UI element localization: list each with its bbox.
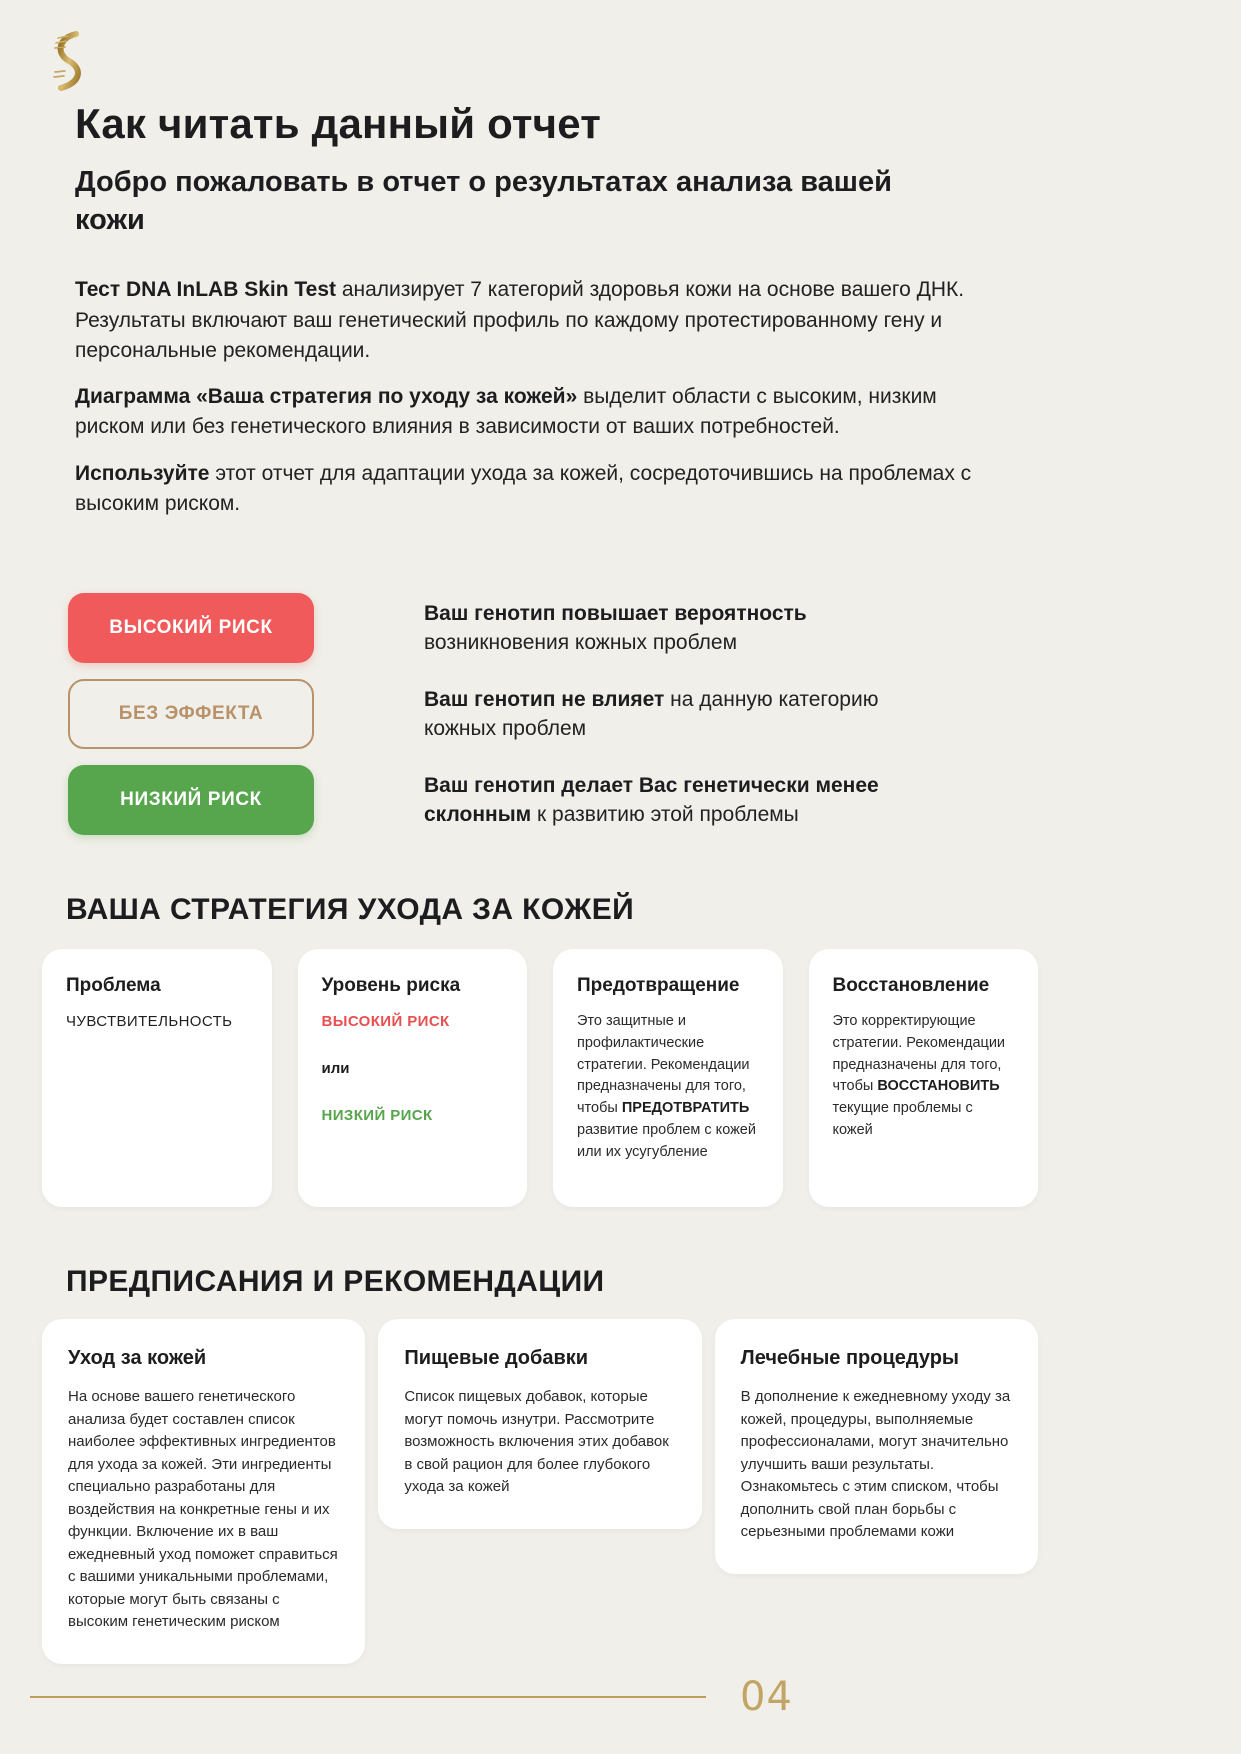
restoration-body-pre: Это корректирующие стратегии. Рекомендации предназначены для того, чтобы <box>832 1013 1006 1095</box>
no-effect-description-bold: Ваш генотип не влияет <box>424 687 665 711</box>
intro-paragraph-2-lead: Диаграмма «Ваша стратегия по уходу за кожей» <box>75 385 578 409</box>
prescriptions-section-title: ПРЕДПИСАНИЯ И РЕКОМЕНДАЦИИ <box>66 1265 605 1299</box>
prescription-card-skincare-body: На основе вашего генетического анализа будет составлен список наиболее эффективных ингредиентов для ухода за кожей. Эти ингредиенты специально разработаны для воздействия на конкретные гены и их функции. Включение их в ваш ежедневный уход поможет справиться с вашими уникальными проблемами, которые могут быть связаны с высоким генетическим риском <box>68 1388 338 1631</box>
prevention-body-bold: ПРЕДОТВРАТИТЬ <box>621 1100 750 1117</box>
intro-paragraph-3-text: этот отчет для адаптации ухода за кожей, сосредоточившись на проблемах с высоким риском. <box>75 461 972 515</box>
strategy-section <box>42 893 1199 1207</box>
strategy-card-problem-title: Проблема <box>66 975 161 997</box>
intro-paragraph-3-lead: Используйте <box>75 461 210 485</box>
prescription-card-supplements <box>378 1319 701 1529</box>
page-footer <box>0 1674 1241 1720</box>
strategy-card-problem <box>42 949 272 1207</box>
page-number: 04 <box>740 1674 793 1720</box>
legend-row-no-effect <box>68 679 1199 749</box>
prescription-card-treatments <box>715 1319 1038 1574</box>
strategy-card-prevention-title: Предотвращение <box>577 975 740 997</box>
restoration-body-post: текущие проблемы с кожей <box>832 1100 973 1138</box>
dna-helix-icon <box>46 30 88 92</box>
page-subtitle: Добро пожаловать в отчет о результатах анализа вашей кожи <box>75 166 892 236</box>
strategy-card-prevention <box>553 949 783 1207</box>
prescriptions-cards <box>42 1319 1038 1664</box>
low-risk-description-bold: Ваш генотип делает Вас генетически менее склонным <box>424 773 879 827</box>
low-risk-badge: НИЗКИЙ РИСК <box>68 765 314 835</box>
prescription-card-skincare-title: Уход за кожей <box>68 1347 207 1370</box>
risk-level-or-label: или <box>321 1060 350 1078</box>
high-risk-description <box>424 599 904 658</box>
problem-value: ЧУВСТВИТЕЛЬНОСТЬ <box>66 1013 233 1031</box>
prescriptions-section <box>42 1265 1199 1664</box>
prescription-card-skincare <box>42 1319 365 1664</box>
low-risk-description <box>424 771 904 830</box>
strategy-card-restoration <box>809 949 1039 1207</box>
intro-paragraph-1-lead: Тест DNA InLAB Skin Test <box>75 278 336 302</box>
high-risk-badge: ВЫСОКИЙ РИСК <box>68 593 314 663</box>
intro-paragraph-1 <box>75 275 980 366</box>
intro-paragraph-3 <box>75 459 980 519</box>
high-risk-description-bold: Ваш генотип повышает вероятность <box>424 601 807 625</box>
intro-section <box>75 275 980 519</box>
risk-legend <box>68 593 1199 835</box>
intro-paragraph-2-text: выделит области с высоким, низким риском или без генетического влияния в зависимости от ваших потребностей. <box>75 385 937 439</box>
restoration-body-bold: ВОССТАНОВИТЬ <box>877 1078 1000 1095</box>
risk-level-high-label: ВЫСОКИЙ РИСК <box>321 1013 450 1031</box>
intro-paragraph-1-text: анализирует 7 категорий здоровья кожи на основе вашего ДНК. Результаты включают ваш генетический профиль по каждому протестированному гену и персональные рекомендации. <box>75 278 965 362</box>
low-risk-description-rest: к развитию этой проблемы <box>531 803 799 827</box>
footer-divider <box>30 1696 706 1698</box>
no-effect-description <box>424 685 904 744</box>
risk-level-low-label: НИЗКИЙ РИСК <box>321 1107 433 1125</box>
prevention-body <box>577 1011 759 1163</box>
prevention-body-post: развитие проблем с кожей или их усугубление <box>577 1121 756 1160</box>
prescription-card-supplements-body: Список пищевых добавок, которые могут помочь изнутри. Рассмотрите возможность включения этих добавок в свой рацион для более глубокого ухода за кожей <box>404 1388 669 1496</box>
prescription-card-supplements-title: Пищевые добавки <box>404 1347 589 1370</box>
prescription-card-treatments-body: В дополнение к ежедневному уходу за кожей, процедуры, выполняемые профессионалами, могут значительно улучшить ваши результаты. Ознакомьтесь с этим списком, чтобы дополнить свой план борьбы с серьезными проблемами кожи <box>740 1388 1011 1541</box>
strategy-card-restoration-title: Восстановление <box>832 975 990 997</box>
page-header <box>42 30 1199 239</box>
high-risk-description-rest: возникновения кожных проблем <box>424 631 738 655</box>
page-title: Как читать данный отчет <box>75 100 602 147</box>
prescription-card-treatments-title: Лечебные процедуры <box>740 1347 960 1370</box>
legend-row-high-risk <box>68 593 1199 663</box>
restoration-body <box>833 1011 1015 1142</box>
strategy-section-title: ВАША СТРАТЕГИЯ УХОДА ЗА КОЖЕЙ <box>66 893 635 927</box>
strategy-card-risk-level <box>298 949 528 1207</box>
prevention-body-pre: Это защитные и профилактические стратегии. Рекомендации предназначены для того, чтобы <box>577 1013 750 1117</box>
strategy-cards <box>42 949 1038 1207</box>
no-effect-badge: БЕЗ ЭФФЕКТА <box>68 679 314 749</box>
legend-row-low-risk <box>68 765 1199 835</box>
no-effect-description-rest: на данную категорию кожных проблем <box>424 687 879 741</box>
intro-paragraph-2 <box>75 382 980 442</box>
strategy-card-risk-level-title: Уровень риска <box>321 975 461 997</box>
